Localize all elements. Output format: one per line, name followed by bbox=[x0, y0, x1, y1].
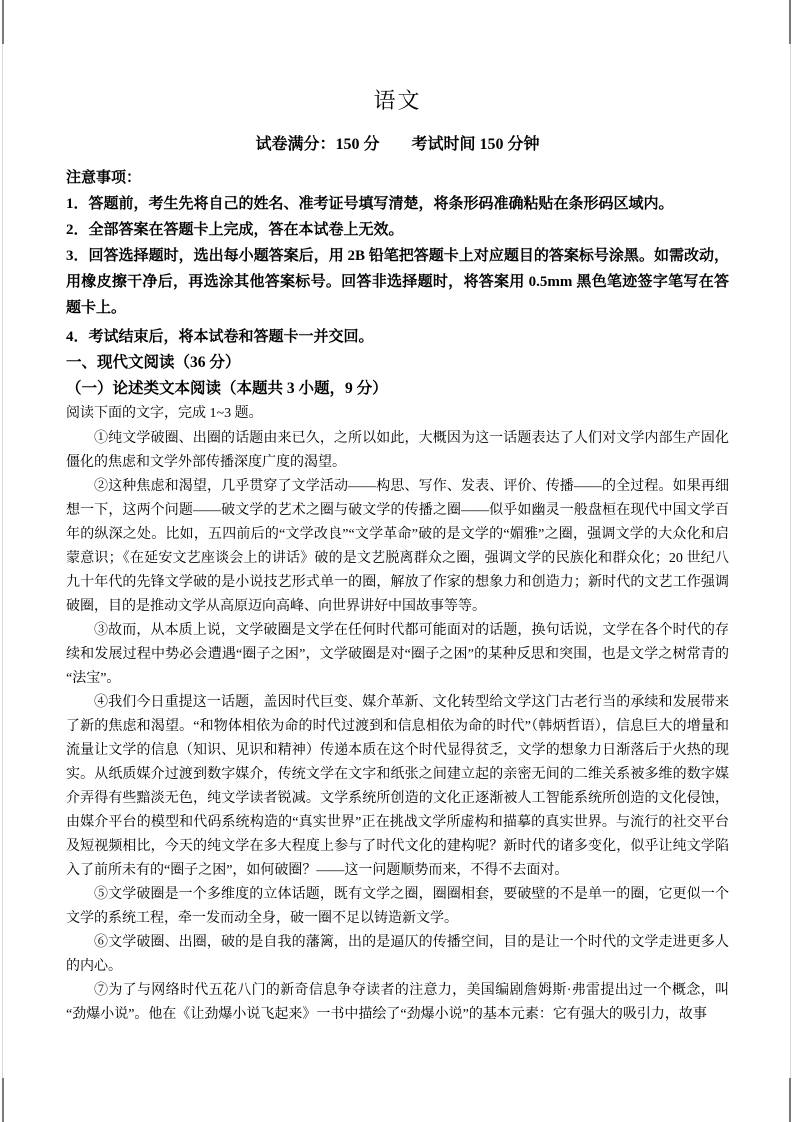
passage-paragraph-5: ⑤文学破圈是一个多维度的立体话题，既有文学之圈，圈圈相套，要破壁的不是单一的圈，它更似一个文学的系统工程，牵一发而动全身，破一圈不足以铸造新文学。 bbox=[66, 887, 729, 926]
subsection-heading-argumentative-reading: （一）论述类文本阅读（本题共 3 小题，9 分） bbox=[66, 380, 388, 397]
page-corner-mark-top-left bbox=[2, 0, 4, 44]
notice-item-1: 1．答题前，考生先将自己的姓名、准考证号填写清楚，将条形码准确粘贴在条形码区域内。 bbox=[66, 196, 674, 212]
page-corner-mark-top-right bbox=[789, 0, 791, 44]
notice-item-2: 2．全部答案在答题卡上完成，答在本试卷上无效。 bbox=[66, 222, 404, 238]
exam-score-time-subtitle: 试卷满分：150 分 考试时间 150 分钟 bbox=[255, 136, 540, 153]
passage-paragraph-6: ⑥文学破圈、出圈，破的是自我的藩篱，出的是逼仄的传播空间，目的是让一个时代的文学走进更多人的内心。 bbox=[66, 935, 729, 974]
notice-item-4: 4．考试结束后，将本试卷和答题卡一并交回。 bbox=[66, 329, 374, 345]
exam-title: 语文 bbox=[373, 88, 422, 113]
passage-paragraph-2: ②这种焦虑和渴望，几乎贯穿了文学活动——构思、写作、发表、评价、传播——的全过程。如果再细想一下，这两个问题——破文学的艺术之圈与破文学的传播之圈——似乎如幽灵一般盘桓在现代中国文学百年的纵深之处。比如，五四前后的“文学改良”“文学革命”破的是文学的“媚雅”之圈，强调文学的大众化和启蒙意识；《在延安文艺座谈会上的讲话》破的是文艺脱离群众之圈，强调文学的民族化和群众化；20 世纪八九十年代的先锋文学破的是小说技艺形式单一的圈，解放了作家的想象力和创造力；新时代的文艺工作强调破圈，目的是推动文学从高原迈向高峰、向世界讲好中国故事等等。 bbox=[66, 479, 729, 614]
section-heading-modern-reading: 一、现代文阅读（36 分） bbox=[66, 354, 241, 371]
notice-item-3: 3．回答选择题时，选出每小题答案后，用 2B 铅笔把答题卡上对应题目的答案标号涂黑。如需改动，用橡皮擦干净后，再选涂其他答案标号。回答非选择题时，将答案用 0.5mm 黑色笔迹签字笔写在答题卡上。 bbox=[66, 248, 729, 316]
passage-paragraph-7: ⑦为了与网络时代五花八门的新奇信息争夺读者的注意力，美国编剧詹姆斯·弗雷提出过一个概念，叫“劲爆小说”。他在《让劲爆小说飞起来》一书中描绘了“劲爆小说”的基本元素：它有强大的吸引力，故事 bbox=[66, 983, 729, 1022]
page-right-edge-line bbox=[790, 0, 791, 1122]
page-corner-mark-bottom-right bbox=[789, 1078, 791, 1122]
passage-paragraph-3: ③故而，从本质上说，文学破圈是文学在任何时代都可能面对的话题，换句话说，文学在各个时代的存续和发展过程中势必会遭遇“圈子之困”，文学破圈是对“圈子之困”的某种反思和突围，也是文学之树常青的“法宝”。 bbox=[66, 623, 729, 686]
notice-heading: 注意事项： bbox=[66, 170, 142, 186]
page-corner-mark-bottom-left bbox=[2, 1078, 4, 1122]
passage-paragraph-1: ①纯文学破圈、出圈的话题由来已久，之所以如此，大概因为这一话题表达了人们对文学内部生产固化僵化的焦虑和文学外部传播深度广度的渴望。 bbox=[66, 431, 729, 470]
page-left-edge-line bbox=[2, 0, 3, 1122]
reading-instruction: 阅读下面的文字，完成 1~3 题。 bbox=[66, 406, 263, 421]
passage-paragraph-4: ④我们今日重提这一话题，盖因时代巨变、媒介革新、文化转型给文学这门古老行当的承续和发展带来了新的焦虑和渴望。“和物体相依为命的时代过渡到和信息相依为命的时代”（韩炳哲语），信息巨大的增量和流量让文学的信息（知识、见识和精神）传递本质在这个时代显得贫乏，文学的想象力日渐落后于火热的现实。从纸质媒介过渡到数字媒介，传统文学在文字和纸张之间建立起的亲密无间的二维关系被多维的数字媒介弄得有些黯淡无色，纯文学读者锐减。文学系统所创造的文化正逐渐被人工智能系统所创造的文化侵蚀，由媒介平台的模型和代码系统构造的“真实世界”正在挑战文学所虚构和描摹的真实世界。与流行的社交平台及短视频相比，今天的纯文学在多大程度上参与了时代文化的建构呢？新时代的诸多变化，似乎让纯文学陷入了前所未有的“圈子之困”，如何破圈？——这一问题顺势而来，不得不去面对。 bbox=[66, 695, 729, 878]
